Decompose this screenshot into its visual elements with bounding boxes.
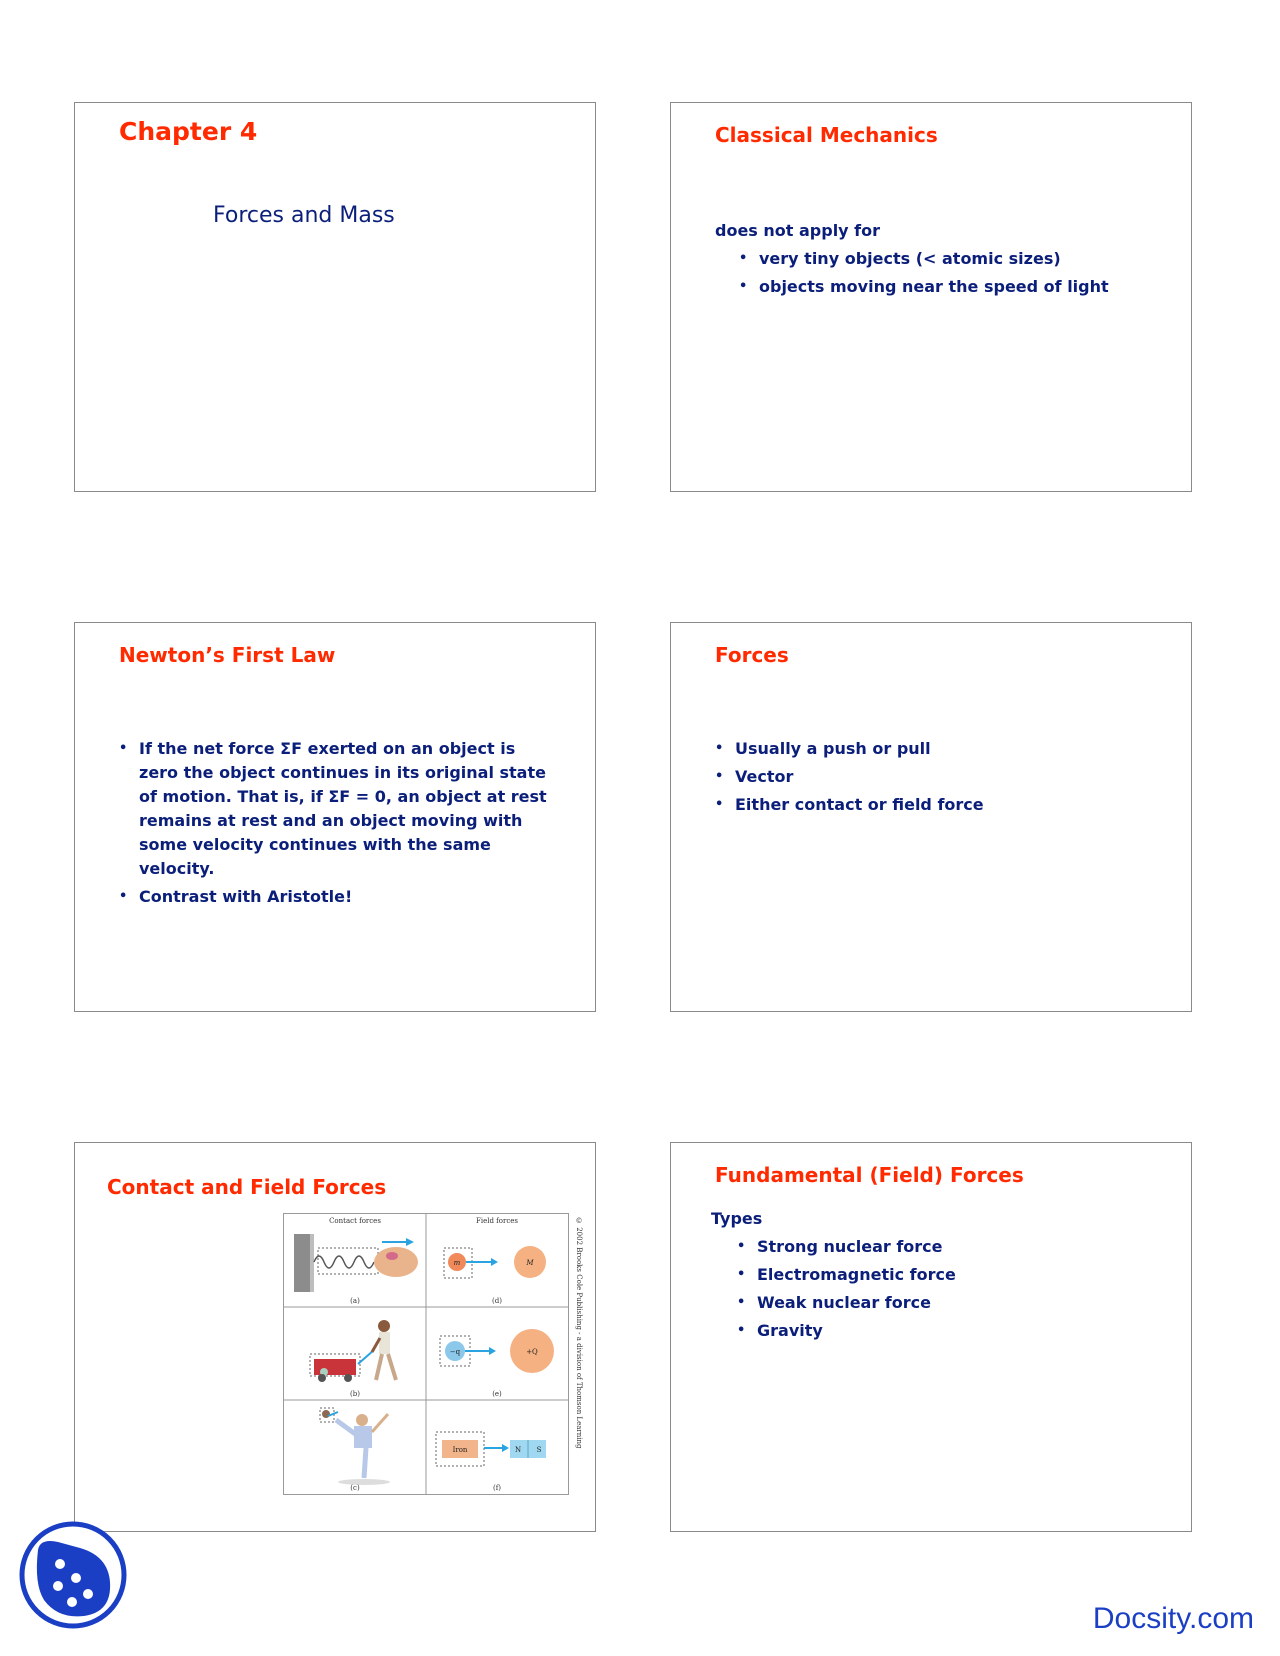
list-item: • Electromagnetic force <box>737 1263 956 1287</box>
slide-title: Chapter 4 <box>119 117 258 146</box>
slide-classical-mechanics <box>670 102 1192 492</box>
bullet-list <box>739 247 1109 303</box>
panel-label-a: (a) <box>350 1297 360 1305</box>
list-item: • Either contact or field force <box>715 793 984 817</box>
panel-label-f: (f) <box>492 1484 502 1492</box>
list-item: • Usually a push or pull <box>715 737 984 761</box>
panel-label-d: (d) <box>492 1297 502 1305</box>
south-pole-label: S <box>536 1446 542 1454</box>
slide-newtons-first-law <box>74 622 596 1012</box>
slide-title: Fundamental (Field) Forces <box>715 1163 1024 1187</box>
spring-hand-illustration <box>294 1234 418 1292</box>
list-item: • Gravity <box>737 1319 956 1343</box>
slide-intro: does not apply for <box>715 221 881 240</box>
slide-title: Forces <box>715 643 789 667</box>
slide-contact-field-forces <box>74 1142 596 1532</box>
slide-title: Classical Mechanics <box>715 123 938 147</box>
contact-forces-header: Contact forces <box>329 1217 381 1225</box>
slide-subtitle: Forces and Mass <box>213 203 395 228</box>
bullet-list <box>119 737 559 913</box>
docsity-brand-link[interactable]: Docsity.com <box>1092 1602 1254 1635</box>
mass-M-label: M <box>526 1259 534 1267</box>
wagon-pull-illustration <box>310 1320 396 1382</box>
panel-label-b: (b) <box>350 1390 360 1398</box>
figure-graphic <box>284 1214 568 1494</box>
list-item: • Weak nuclear force <box>737 1291 956 1315</box>
list-item: • Contrast with Aristotle! <box>119 885 559 909</box>
slide-chapter <box>74 102 596 492</box>
panel-label-e: (e) <box>492 1390 502 1398</box>
slide-title: Newton’s First Law <box>119 643 336 667</box>
figure-credit: © 2002 Brooks Cole Publishing - a division of Thomson Learning <box>575 1217 583 1449</box>
slide-forces <box>670 622 1192 1012</box>
list-item: • objects moving near the speed of light <box>739 275 1109 299</box>
slide-fundamental-forces <box>670 1142 1192 1532</box>
list-item: • If the net force ΣF exerted on an object is zero the object continues in its original state of motion. That is, if ΣF = 0, an object at rest remains at rest and an object moving with some velocity continues with the same velocity. <box>119 737 559 881</box>
slide-intro: Types <box>711 1209 763 1228</box>
north-pole-label: N <box>514 1446 522 1454</box>
docsity-logo-icon <box>18 1520 128 1630</box>
charge-neg-q-label: −q <box>449 1348 461 1356</box>
bullet-list <box>715 737 984 821</box>
charge-pos-Q-label: +Q <box>526 1348 538 1356</box>
panel-label-c: (c) <box>350 1484 360 1492</box>
list-item: • very tiny objects (< atomic sizes) <box>739 247 1109 271</box>
list-item: • Vector <box>715 765 984 789</box>
mass-m-label: m <box>453 1259 461 1267</box>
list-item: • Strong nuclear force <box>737 1235 956 1259</box>
contact-field-figure <box>283 1213 569 1495</box>
iron-label: Iron <box>452 1446 468 1454</box>
kick-ball-illustration <box>320 1408 390 1485</box>
bullet-list <box>737 1235 956 1347</box>
slide-title: Contact and Field Forces <box>107 1175 387 1199</box>
field-forces-header: Field forces <box>476 1217 518 1225</box>
